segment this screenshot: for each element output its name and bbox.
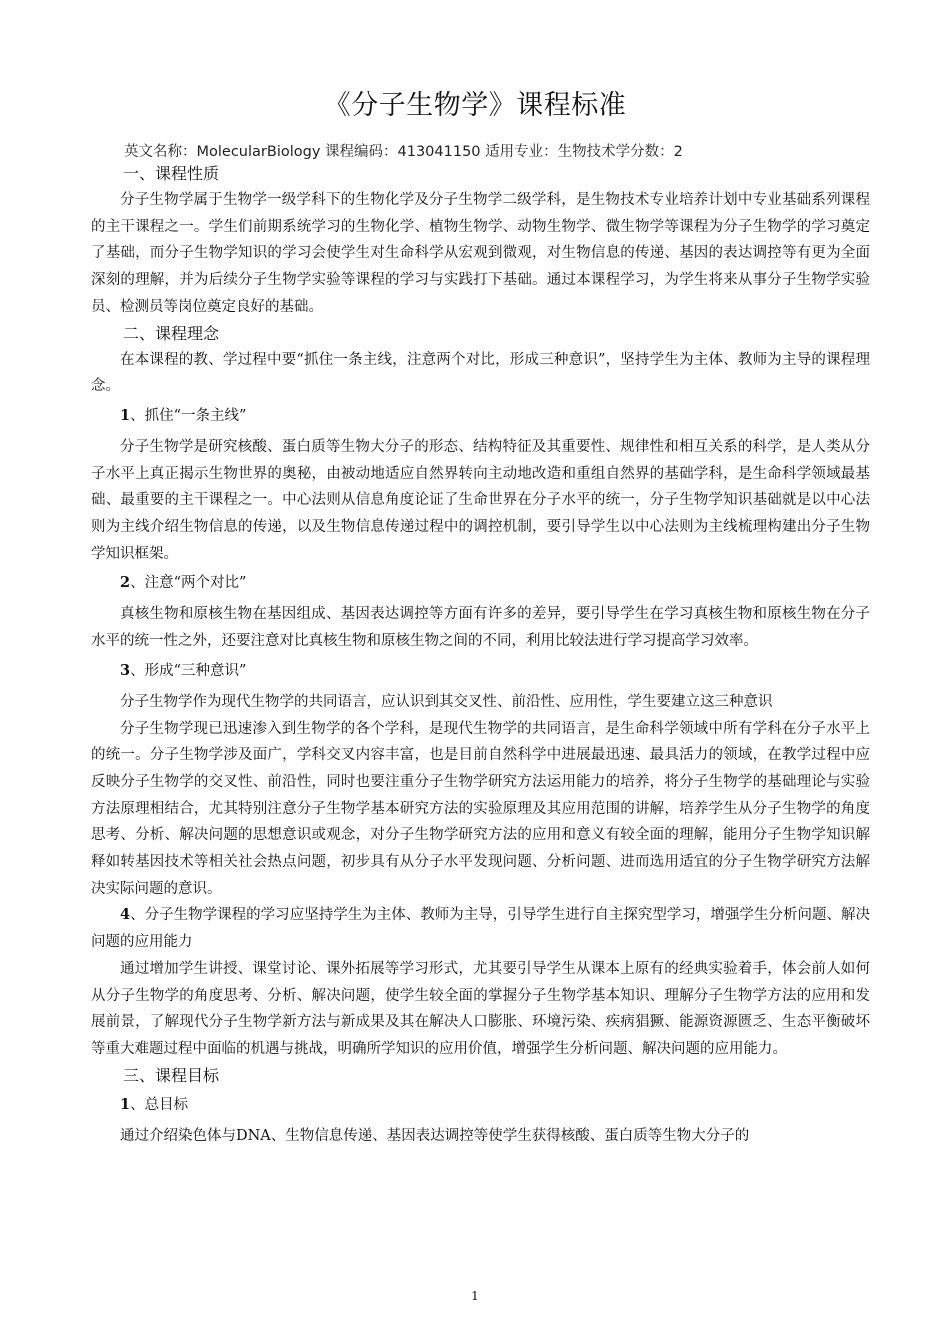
paragraph-numbered: [91, 902, 870, 955]
paragraph: 分子生物学是研究核酸、蛋白质等生物大分子的形态、结构特征及其重要性、规律性和相互关系的科学，是人类从分子水平上真正揭示生物世界的奥秘，由被动地适应自然界转向主动地改造和重组自然界的基础学科，是生命科学领域最基础、最重要的主干课程之一。中心法则从信息角度论证了生命世界在分子水平的统一，分子生物学知识基础就是以中心法则为主线介绍生物信息的传递，以及生物信息传递过程中的调控机制，要引导学生以中心法则为主线梳理构建出分子生物学知识框架。: [91, 438, 870, 562]
document-title: 《分子生物学》课程标准: [323, 90, 627, 121]
paragraph: 通过增加学生讲授、课堂讨论、课外拓展等学习形式，尤其要引导学生从课本上原有的经典实验着手，体会前人如何从分子生物学的角度思考、分析、解决问题，使学生较全面的掌握分子生物学基本知识、理解分子生物学方法的应用和发展前景，了解现代分子生物学新方法与新成果及其在解决人口膨胀、环境污染、疾病猖獗、能源资源匮乏、生态平衡破坏等重大难题过程中面临的机遇与挑战，明确所学知识的应用价值，增强学生分析问题、解决问题的应用能力。: [91, 960, 870, 1057]
subheading-two-comparisons: [91, 571, 870, 595]
paragraph: 在本课程的教、学过程中要“抓住一条主线，注意两个对比，形成三种意识”，坚持学生为主体、教师为主导的课程理念。: [91, 351, 870, 395]
page-number: 1: [471, 1289, 479, 1303]
section-heading-objectives: 三、课程目标: [123, 1065, 220, 1085]
subheading-number: 1: [120, 406, 131, 424]
section-heading-philosophy: 二、课程理念: [123, 323, 220, 343]
paragraph: 分子生物学属于生物学一级学科下的生物化学及分子生物学二级学科，是生物技术专业培养计划中专业基础系列课程的主干课程之一。学生们前期系统学习的生物化学、植物生物学、动物生物学、微生物学等课程为分子生物学的学习奠定了基础，而分子生物学知识的学习会使学生对生命科学从宏观到微观，对生物信息的传递、基因的表达调控等有更为全面深刻的理解，并为后续分子生物学实验等课程的学习与实践打下基础。通过本课程学习，为学生将来从事分子生物学实验员、检测员等岗位奠定良好的基础。: [91, 192, 870, 315]
subheading-number: 4: [120, 906, 131, 924]
paragraph: 分子生物学作为现代生物学的共同语言，应认识到其交叉性、前沿性、应用性，学生要建立这三种意识: [120, 693, 773, 710]
paragraph: 真核生物和原核生物在基因组成、基因表达调控等方面有许多的差异，要引导学生在学习真核生物和原核生物在分子水平的统一性之外，还要注意对比真核生物和原核生物之间的不同，利用比较法进行学习提高学习效率。: [91, 606, 870, 650]
subheading-main-line: [91, 404, 870, 428]
course-meta-line: 英文名称：MolecularBiology 课程编码：413041150 适用专业：生物技术学分数：2: [124, 144, 683, 160]
subheading-text: 、抓住“一条主线”: [130, 407, 247, 424]
section-heading-nature: 一、课程性质: [123, 164, 220, 183]
subheading-text: 、分子生物学课程的学习应坚持学生为主体、教师为主导，引导学生进行自主探究型学习，增强学生分析问题、解决问题的应用能力: [91, 907, 870, 951]
subheading-number: 3: [120, 661, 131, 679]
subheading-text: 、形成“三种意识”: [130, 662, 247, 679]
subheading-overall-goal: [91, 1093, 870, 1117]
document-body: [91, 161, 870, 1149]
subheading-number: 1: [120, 1095, 131, 1113]
subheading-text: 、总目标: [130, 1096, 189, 1113]
subheading-number: 2: [120, 574, 131, 592]
paragraph: 分子生物学现已迅速渗入到生物学的各个学科，是现代生物学的共同语言，是生命科学领域中所有学科在分子水平上的统一。分子生物学涉及面广，学科交叉内容丰富，也是目前自然科学中进展最迅速、最具活力的领域，在教学过程中应反映分子生物学的交叉性、前沿性，同时也要注重分子生物学研究方法运用能力的培养，将分子生物学的基础理论与实验方法原理相结合，尤其特别注意分子生物学基本研究方法的实验原理及其应用范围的讲解，培养学生从分子生物学的角度思考、分析、解决问题的思想意识或观念，对分子生物学研究方法的应用和意义有较全面的理解，能用分子生物学知识解释如转基因技术等相关社会热点问题，初步具有从分子水平发现问题、分析问题、进而选用适宜的分子生物学研究方法解决实际问题的意识。: [91, 720, 870, 897]
subheading-text: 、注意“两个对比”: [130, 575, 247, 592]
paragraph: 通过介绍染色体与DNA、生物信息传递、基因表达调控等使学生获得核酸、蛋白质等生物大分子的: [120, 1127, 750, 1144]
subheading-three-awareness: [91, 659, 870, 683]
